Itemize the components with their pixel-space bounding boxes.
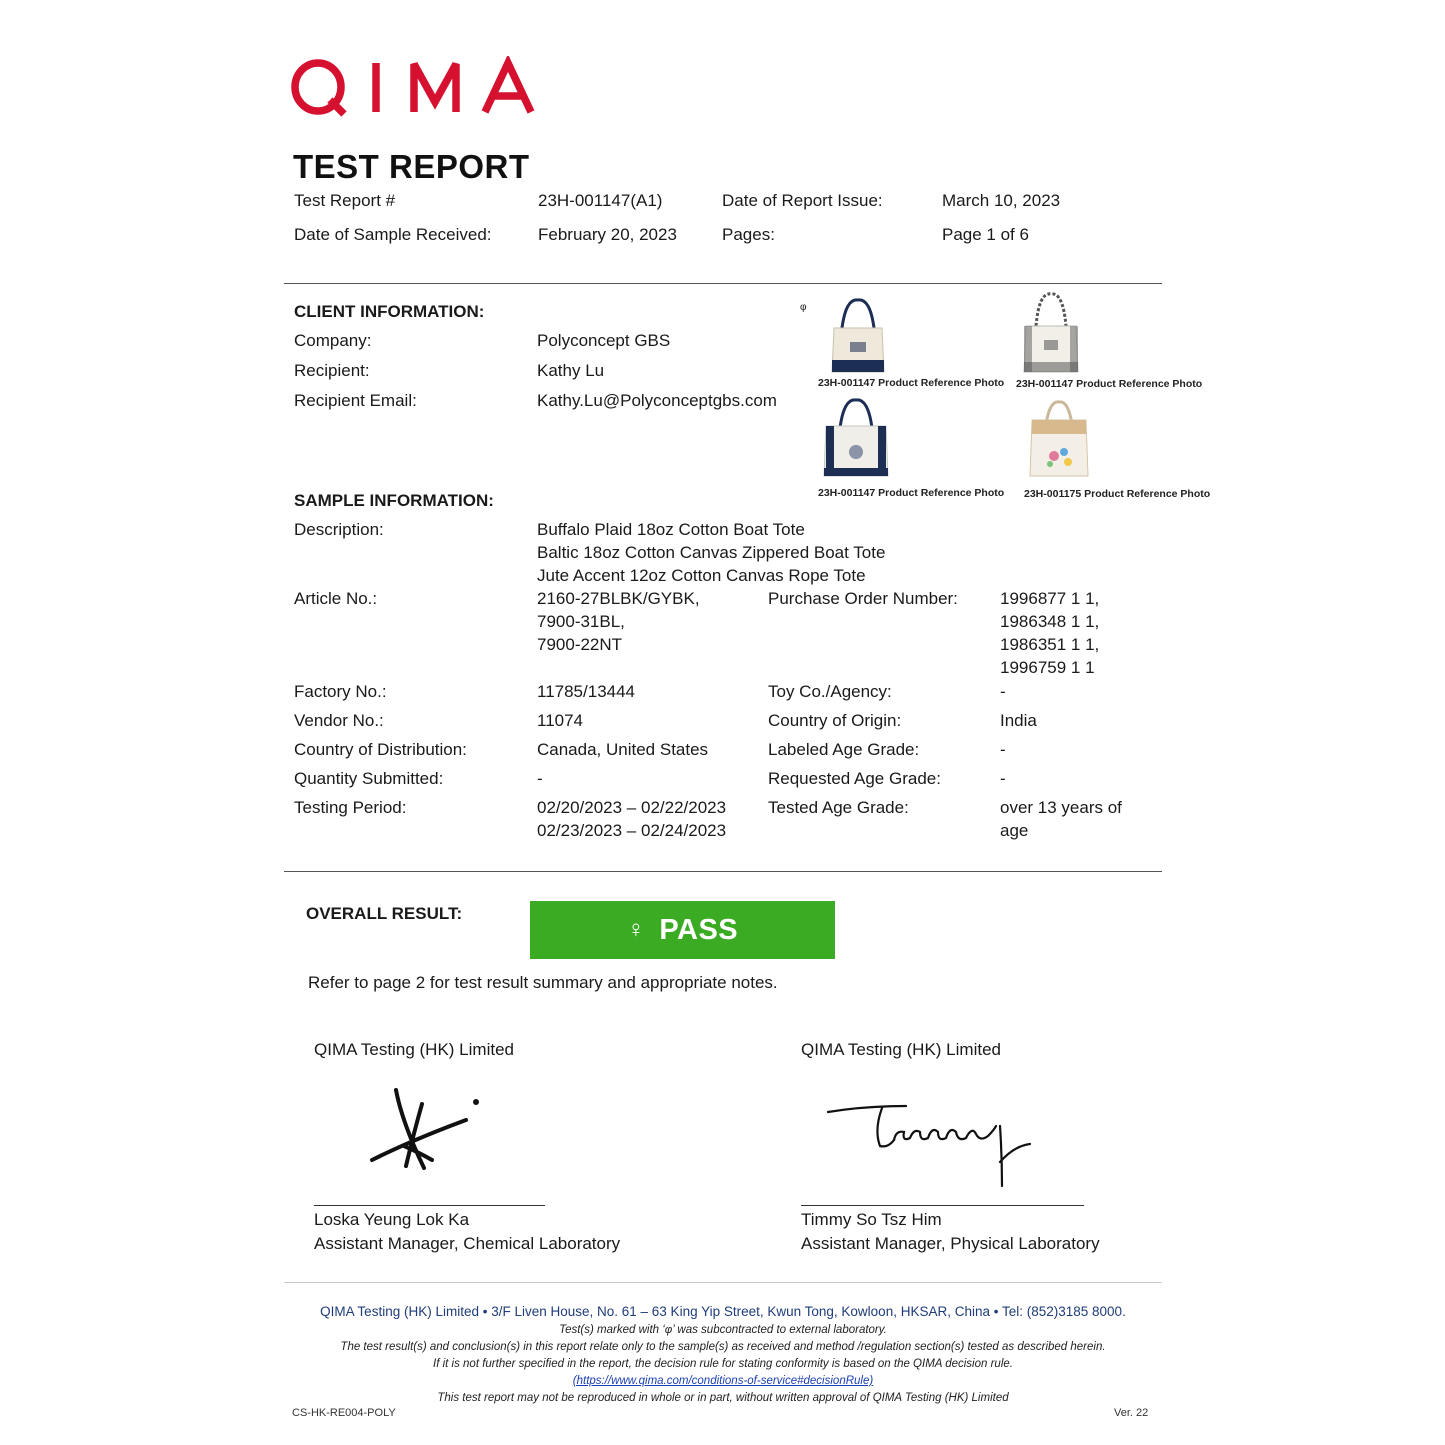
po-value: 1996877 1 1, 1986348 1 1, 1986351 1 1, 1996759 1 1 (1000, 589, 1100, 677)
header-divider (284, 283, 1162, 284)
sample-heading: SAMPLE INFORMATION: (294, 491, 494, 510)
tote-photo-navy-trim (828, 296, 888, 374)
page-title: TEST REPORT (293, 148, 530, 185)
recipient-label: Recipient: (294, 361, 370, 380)
signatory-2-company: QIMA Testing (HK) Limited (801, 1040, 1001, 1059)
requested-age-value: - (1000, 769, 1006, 788)
toy-agency-label: Toy Co./Agency: (768, 682, 892, 701)
pages-value: Page 1 of 6 (942, 225, 1029, 244)
tested-age-label: Tested Age Grade: (768, 798, 909, 817)
labeled-age-label: Labeled Age Grade: (768, 740, 920, 759)
origin-value: India (1000, 711, 1037, 730)
pass-badge (530, 901, 835, 959)
footer-address: QIMA Testing (HK) Limited • 3/F Liven House, No. 61 – 63 King Yip Street, Kwun Tong, Kowloon, HKSAR, China • Tel: (852)3185 8000. (320, 1304, 1126, 1319)
tote-photo-navy-zip (822, 396, 890, 478)
form-code: CS-HK-RE004-POLY (292, 1407, 396, 1419)
quantity-value: - (537, 769, 543, 788)
signatory-2-name: Timmy So Tsz Him (801, 1210, 942, 1229)
photo-caption-2: 23H-001147 Product Reference Photo (1016, 378, 1203, 390)
article-label: Article No.: (294, 589, 378, 608)
signature-1-line (314, 1205, 545, 1206)
photo-caption-1: 23H-001147 Product Reference Photo (818, 377, 1005, 389)
overall-result-label: OVERALL RESULT: (306, 904, 463, 923)
signature-2-image (824, 1096, 1036, 1192)
toy-agency-value: - (1000, 682, 1006, 701)
origin-label: Country of Origin: (768, 711, 902, 730)
distribution-value: Canada, United States (537, 740, 709, 759)
qima-logo (290, 56, 535, 118)
article-value: 2160-27BLBK/GYBK, 7900-31BL, 7900-22NT (537, 589, 700, 654)
footer-note-scope: The test result(s) and conclusion(s) in this report relate only to the sample(s) as received and method /regulation section(s) tested as described herein. (340, 1341, 1106, 1353)
client-heading: CLIENT INFORMATION: (294, 302, 485, 321)
decision-rule-link[interactable]: (https://www.qima.com/conditions-of-service#decisionRule) (572, 1375, 874, 1387)
factory-value: 11785/13444 (537, 682, 636, 701)
company-value: Polyconcept GBS (537, 331, 671, 350)
email-label: Recipient Email: (294, 391, 417, 410)
signature-2-line (801, 1205, 1084, 1206)
footer-notes (284, 1322, 1162, 1407)
signatory-2-title: Assistant Manager, Physical Laboratory (801, 1234, 1100, 1253)
signature-1-image (362, 1082, 492, 1182)
issue-date-label: Date of Report Issue: (722, 191, 883, 210)
footer-divider (284, 1282, 1162, 1283)
signatory-1-name: Loska Yeung Lok Ka (314, 1210, 470, 1229)
result-note: Refer to page 2 for test result summary and appropriate notes. (308, 973, 778, 992)
description-label: Description: (294, 520, 384, 539)
quantity-label: Quantity Submitted: (294, 769, 444, 788)
signatory-1-title: Assistant Manager, Chemical Laboratory (314, 1234, 621, 1253)
vendor-label: Vendor No.: (294, 711, 384, 730)
company-label: Company: (294, 331, 372, 350)
footer-note-reproduction: This test report may not be reproduced in whole or in part, without written approval of QIMA Testing (HK) Limited (437, 1392, 1009, 1404)
photo-caption-3: 23H-001147 Product Reference Photo (818, 487, 1005, 499)
sample-divider (284, 871, 1162, 872)
tote-photo-plaid (1022, 290, 1080, 374)
pass-text: PASS (659, 913, 739, 946)
vendor-value: 11074 (537, 711, 584, 730)
report-no-label: Test Report # (294, 191, 396, 210)
footer-note-decision-rule: If it is not further specified in the report, the decision rule for stating conformity is based on the QIMA decision rule. (433, 1358, 1013, 1370)
po-label: Purchase Order Number: (768, 589, 958, 608)
factory-label: Factory No.: (294, 682, 387, 701)
report-no-value: 23H-001147(A1) (538, 191, 663, 210)
photo-caption-4: 23H-001175 Product Reference Photo (1024, 488, 1211, 500)
pages-label: Pages: (722, 225, 775, 244)
recipient-value: Kathy Lu (537, 361, 605, 380)
testing-period-value: 02/20/2023 – 02/22/2023 02/23/2023 – 02/24/2023 (537, 798, 727, 840)
footer-note-subcontract: Test(s) marked with ‘φ’ was subcontracted to external laboratory. (559, 1324, 887, 1336)
pass-icon: ♀ (626, 916, 646, 943)
signatory-1-company: QIMA Testing (HK) Limited (314, 1040, 514, 1059)
distribution-label: Country of Distribution: (294, 740, 467, 759)
received-date-value: February 20, 2023 (538, 225, 677, 244)
version: Ver. 22 (1114, 1407, 1149, 1419)
description-value: Buffalo Plaid 18oz Cotton Boat Tote Baltic 18oz Cotton Canvas Zippered Boat Tote Jute Accent 12oz Cotton Canvas Rope Tote (537, 520, 886, 585)
issue-date-value: March 10, 2023 (942, 191, 1061, 210)
phi-mark: φ (800, 302, 807, 313)
testing-period-label: Testing Period: (294, 798, 407, 817)
tote-photo-jute (1028, 398, 1090, 478)
requested-age-label: Requested Age Grade: (768, 769, 941, 788)
labeled-age-value: - (1000, 740, 1006, 759)
email-value: Kathy.Lu@Polyconceptgbs.com (537, 391, 777, 410)
received-date-label: Date of Sample Received: (294, 225, 492, 244)
tested-age-value: over 13 years of age (1000, 798, 1122, 840)
